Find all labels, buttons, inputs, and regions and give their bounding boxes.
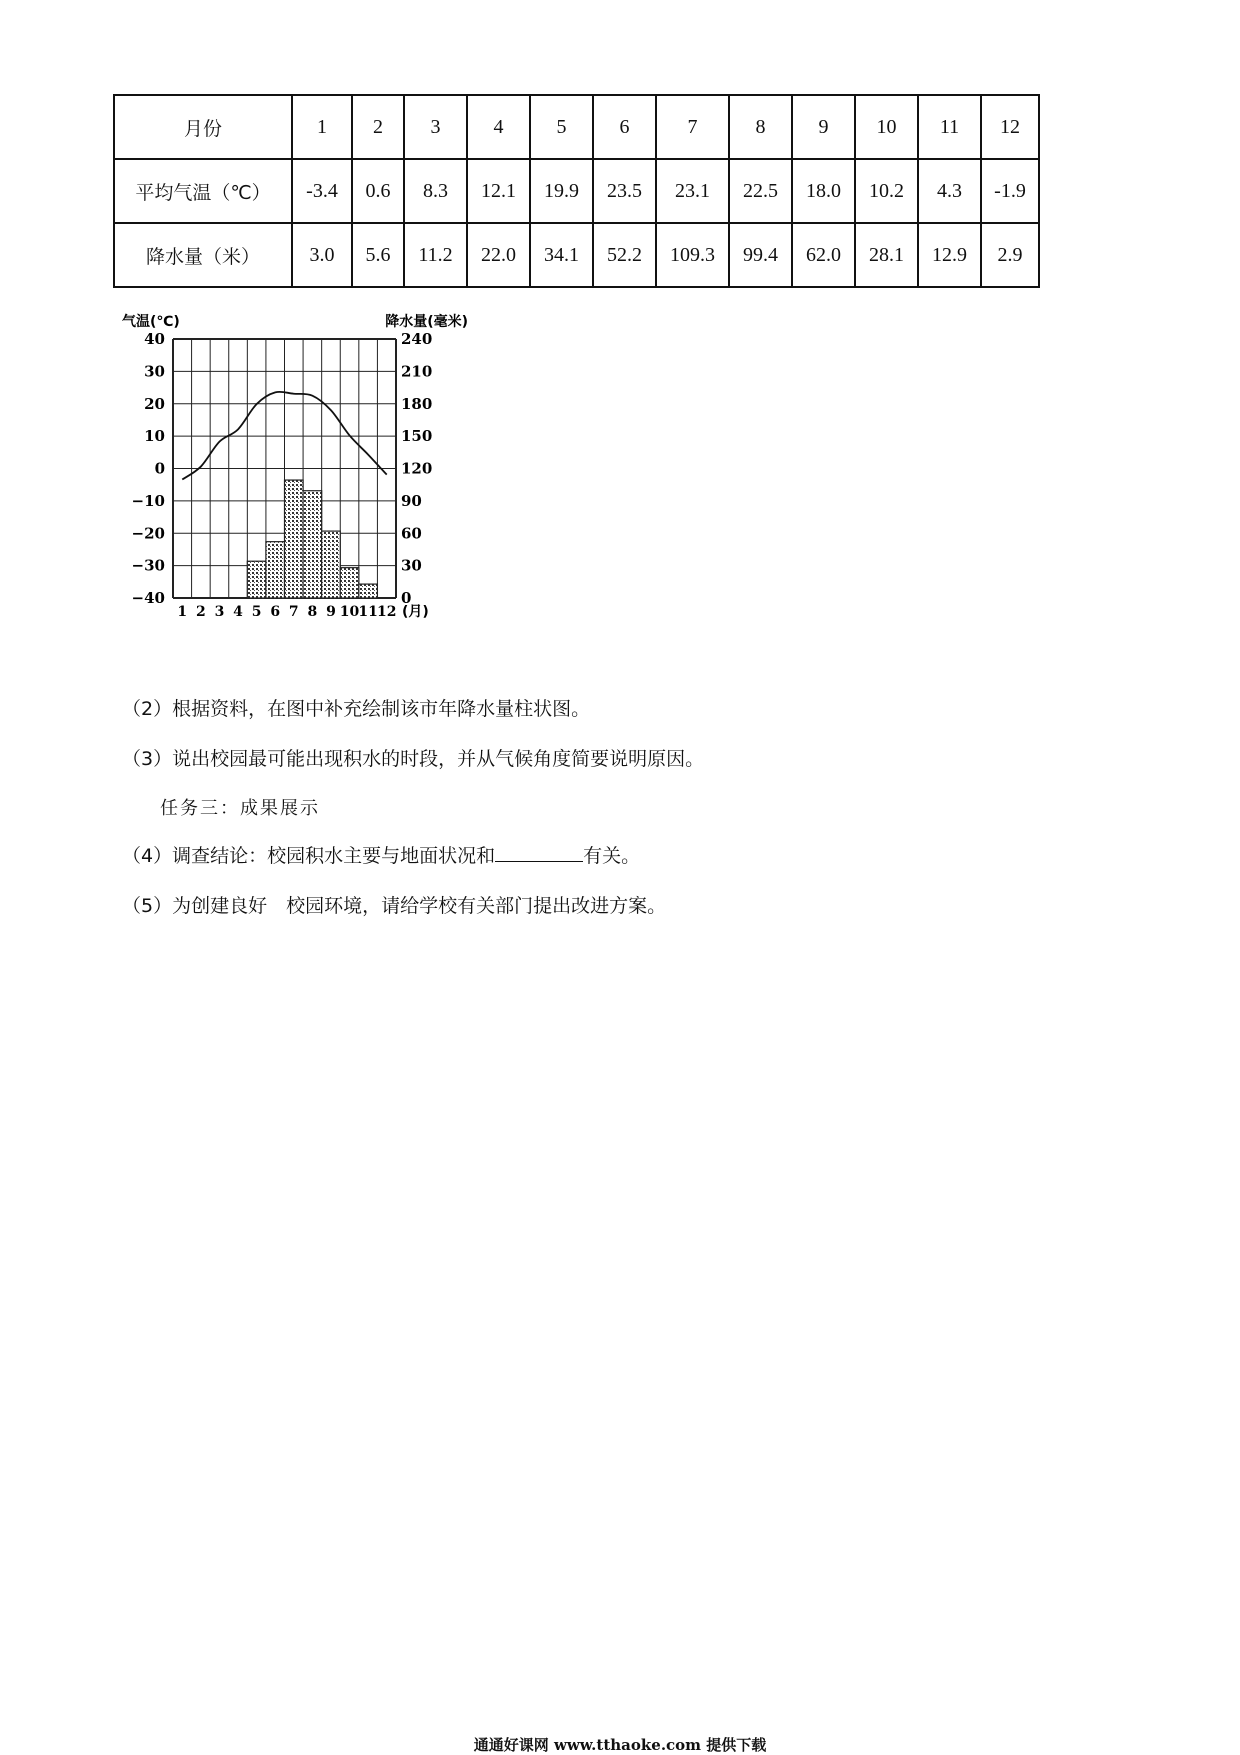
task-3-heading: 任务三：成果展示	[160, 798, 320, 819]
table-cell: 12.9	[918, 223, 981, 287]
table-cell: 0.6	[352, 159, 404, 223]
left-axis-title: 气温(℃)	[122, 314, 180, 330]
precipitation-tick-label: 150	[401, 427, 433, 446]
table-cell: 18.0	[792, 159, 855, 223]
question-4-text: （4）调查结论：校园积水主要与地面状况和	[122, 845, 496, 867]
table-cell: 23.1	[656, 159, 729, 223]
precipitation-tick-label: 210	[401, 362, 433, 381]
climate-data-table	[113, 94, 1040, 288]
table-cell: 22.5	[729, 159, 792, 223]
table-cell: 3	[404, 95, 467, 159]
table-row-precipitation	[114, 223, 1039, 287]
table-cell: 4.3	[918, 159, 981, 223]
temperature-tick-label: 40	[144, 330, 165, 348]
table-cell: 8.3	[404, 159, 467, 223]
page-footer: 通通好课网 www.tthaoke.com 提供下载	[473, 1736, 767, 1754]
temperature-tick-label: −30	[131, 556, 165, 575]
temperature-tick-label: −20	[131, 524, 165, 543]
table-cell: 28.1	[855, 223, 918, 287]
row-header-cell: 平均气温（℃）	[114, 159, 292, 223]
temperature-tick-label: 20	[144, 394, 165, 413]
month-tick-label: 2	[196, 604, 206, 620]
table-cell: 99.4	[729, 223, 792, 287]
table-cell: 10	[855, 95, 918, 159]
table-cell: 1	[292, 95, 352, 159]
temperature-tick-label: 30	[144, 362, 165, 381]
question-4	[122, 841, 640, 868]
table-row-temperature	[114, 159, 1039, 223]
question-5: （5）为创建良好 校园环境，请给学校有关部门提出改进方案。	[122, 895, 667, 917]
precipitation-tick-label: 240	[401, 330, 433, 348]
temperature-tick-label: −40	[131, 589, 165, 607]
precipitation-bar	[322, 531, 341, 598]
table-cell: 109.3	[656, 223, 729, 287]
table-cell: 23.5	[593, 159, 656, 223]
precipitation-bar	[285, 480, 304, 598]
precipitation-tick-label: 0	[401, 589, 412, 607]
precipitation-bar	[266, 542, 285, 598]
table-cell: 5	[530, 95, 593, 159]
table-cell: 12.1	[467, 159, 530, 223]
temperature-tick-label: 10	[144, 427, 165, 446]
precipitation-bar	[247, 561, 266, 598]
table-cell: 4	[467, 95, 530, 159]
month-tick-label: 9	[326, 604, 336, 620]
table-cell: 10.2	[855, 159, 918, 223]
question-4-tail: 有关。	[583, 845, 641, 867]
precipitation-tick-label: 120	[401, 459, 433, 478]
month-tick-label: 12	[376, 604, 397, 620]
month-tick-label: 7	[288, 604, 299, 620]
month-tick-label: 11	[358, 604, 378, 620]
month-tick-label: 8	[307, 604, 318, 620]
answer-blank[interactable]	[495, 843, 583, 862]
table-cell: 11	[918, 95, 981, 159]
table-row-month	[114, 95, 1039, 159]
month-tick-label: 6	[270, 604, 281, 620]
precipitation-bar	[340, 568, 359, 598]
table-cell: 34.1	[530, 223, 593, 287]
precipitation-tick-label: 90	[401, 491, 422, 510]
table-cell: 2	[352, 95, 404, 159]
question-2: （2）根据资料，在图中补充绘制该市年降水量柱状图。	[122, 698, 591, 720]
precipitation-tick-label: 60	[401, 524, 422, 543]
table-cell: 8	[729, 95, 792, 159]
table-cell: 52.2	[593, 223, 656, 287]
precipitation-bar	[359, 584, 378, 598]
row-header-cell: 降水量（米）	[114, 223, 292, 287]
table-cell: 3.0	[292, 223, 352, 287]
table-cell: 12	[981, 95, 1039, 159]
question-3: （3）说出校园最可能出现积水的时段，并从气候角度简要说明原因。	[122, 748, 705, 770]
table-cell: 7	[656, 95, 729, 159]
month-tick-label: 5	[251, 604, 262, 620]
month-tick-label: 3	[214, 604, 225, 620]
precipitation-bar	[303, 491, 322, 598]
row-header-cell: 月份	[114, 95, 292, 159]
climate-chart-svg	[120, 312, 470, 667]
climate-chart	[120, 312, 470, 667]
table-body	[114, 95, 1039, 287]
table-cell: 9	[792, 95, 855, 159]
table-cell: 22.0	[467, 223, 530, 287]
month-tick-label: 10	[339, 604, 360, 620]
precipitation-tick-label: 180	[401, 394, 433, 413]
x-axis-unit-label: (月)	[402, 604, 429, 620]
table-cell: -1.9	[981, 159, 1039, 223]
month-tick-label: 4	[233, 604, 243, 620]
temperature-tick-label: −10	[131, 491, 165, 510]
table-cell: 19.9	[530, 159, 593, 223]
table-cell: 6	[593, 95, 656, 159]
right-axis-title: 降水量(毫米)	[385, 314, 468, 330]
precipitation-tick-label: 30	[401, 556, 422, 575]
table-cell: 62.0	[792, 223, 855, 287]
table-cell: -3.4	[292, 159, 352, 223]
table-cell: 2.9	[981, 223, 1039, 287]
table-cell: 11.2	[404, 223, 467, 287]
table-cell: 5.6	[352, 223, 404, 287]
month-tick-label: 1	[177, 604, 188, 620]
temperature-tick-label: 0	[154, 459, 165, 478]
